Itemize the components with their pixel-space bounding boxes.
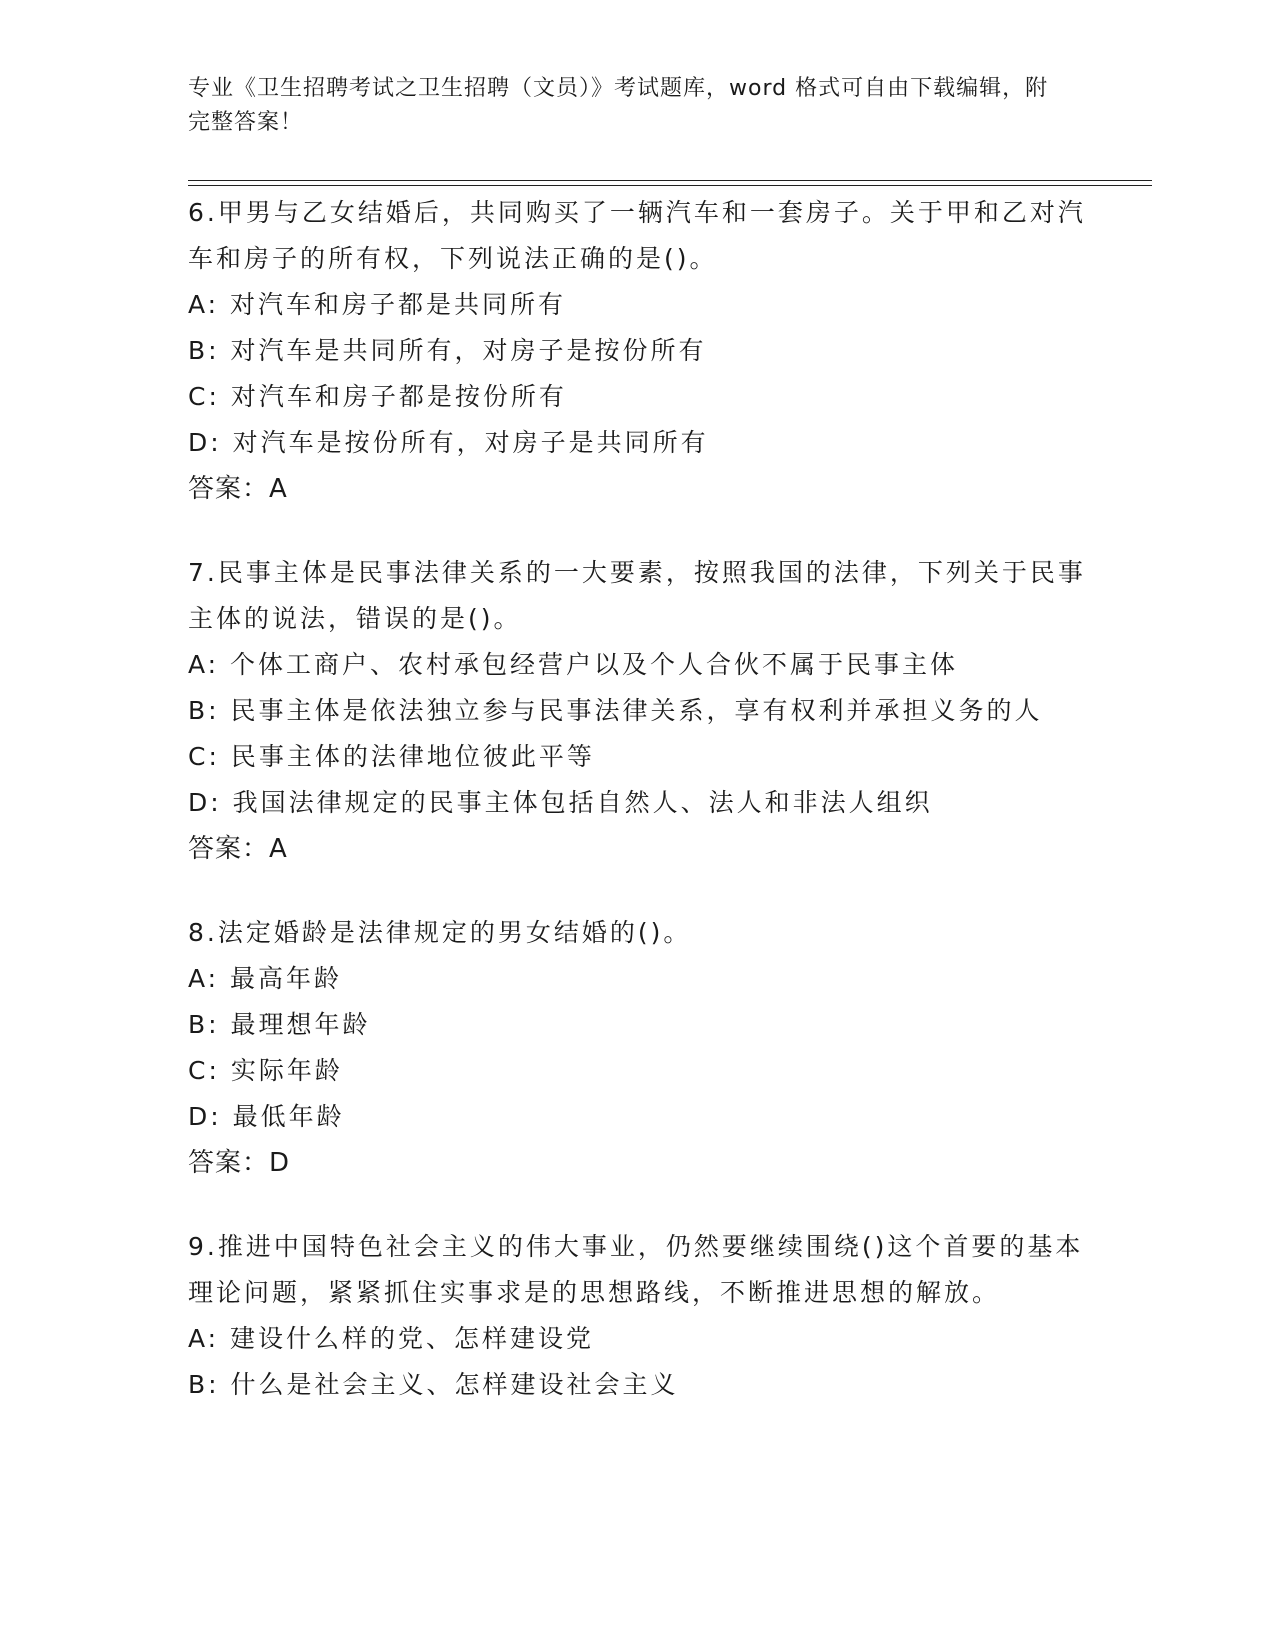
option-a: A: 对汽车和房子都是共同所有 (188, 290, 567, 319)
option-b: B: 什么是社会主义、怎样建设社会主义 (188, 1370, 679, 1399)
option-c: C: 实际年龄 (188, 1056, 343, 1085)
option-b: B: 对汽车是共同所有，对房子是按份所有 (188, 336, 707, 365)
question-stem: 6.甲男与乙女结婚后，共同购买了一辆汽车和一套房子。关于甲和乙对汽车和房子的所有权，下列说法正确的是()。 (188, 198, 1086, 273)
option-c: C: 民事主体的法律地位彼此平等 (188, 742, 595, 771)
question-8 (188, 910, 1088, 1186)
option-d: D: 我国法律规定的民事主体包括自然人、法人和非法人组织 (188, 788, 933, 817)
question-6 (188, 190, 1088, 512)
question-stem: 9.推进中国特色社会主义的伟大事业，仍然要继续围绕()这个首要的基本理论问题，紧紧抓住实事求是的思想路线，不断推进思想的解放。 (188, 1232, 1084, 1307)
document-header: 专业《卫生招聘考试之卫生招聘（文员）》考试题库，word 格式可自由下载编辑，附完整答案！ (188, 76, 1049, 135)
option-a: A: 最高年龄 (188, 964, 343, 993)
question-stem: 7.民事主体是民事法律关系的一大要素，按照我国的法律，下列关于民事主体的说法，错误的是()。 (188, 558, 1086, 633)
question-7 (188, 550, 1088, 872)
option-a: A: 建设什么样的党、怎样建设党 (188, 1324, 595, 1353)
answer-line: 答案：A (188, 834, 288, 864)
option-d: D: 对汽车是按份所有，对房子是共同所有 (188, 428, 709, 457)
option-d: D: 最低年龄 (188, 1102, 345, 1131)
header-divider (188, 180, 1152, 186)
answer-line: 答案：D (188, 1148, 291, 1178)
option-b: B: 最理想年龄 (188, 1010, 371, 1039)
question-list (188, 190, 1088, 1446)
option-c: C: 对汽车和房子都是按份所有 (188, 382, 567, 411)
option-a: A: 个体工商户、农村承包经营户以及个人合伙不属于民事主体 (188, 650, 959, 679)
option-b: B: 民事主体是依法独立参与民事法律关系，享有权利并承担义务的人 (188, 696, 1043, 725)
answer-line: 答案：A (188, 474, 288, 504)
question-stem: 8.法定婚龄是法律规定的男女结婚的()。 (188, 918, 692, 947)
question-9 (188, 1224, 1088, 1408)
